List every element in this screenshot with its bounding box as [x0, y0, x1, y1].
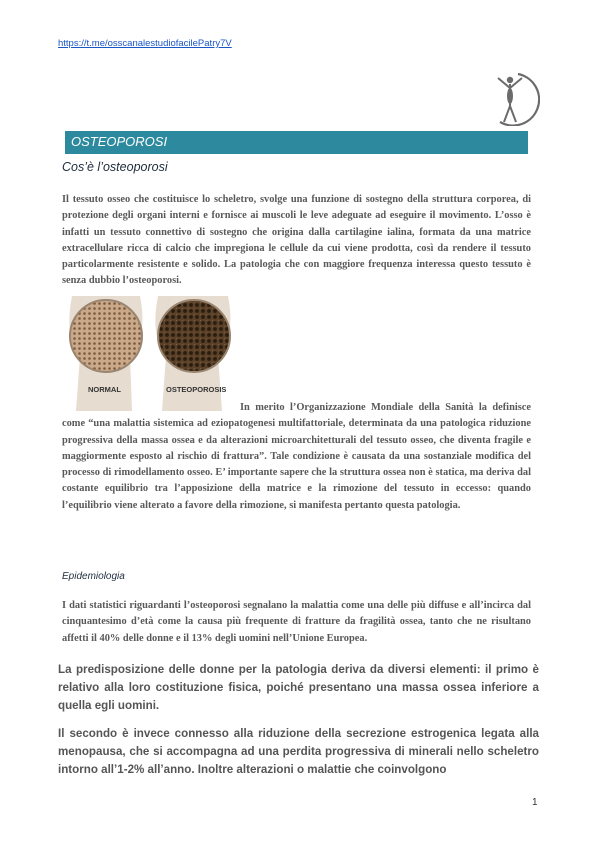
- telegram-link[interactable]: https://t.me/osscanalestudiofacilePatry7V: [58, 38, 232, 49]
- menopause-paragraph: Il secondo è invece connesso alla riduzione della secrezione estrogenica legata alla menopausa, che si accompagna ad una perdita progressiva di minerali nello scheletro intorno all’1-2% all’anno. Inoltre alterazioni o malattie che coinvolgono: [58, 727, 539, 777]
- banner-title: OSTEOPOROSI: [71, 134, 168, 149]
- section-heading-epidemiologia: Epidemiologia: [62, 571, 125, 582]
- anatomy-logo-icon: [480, 70, 540, 126]
- label-normal: NORMAL: [88, 385, 121, 394]
- bone-comparison-image: [62, 296, 238, 411]
- section-banner: [65, 131, 528, 154]
- intro-paragraph: Il tessuto osseo che costituisce lo scheletro, svolge una funzione di sostegno della struttura corporea, di protezione degli organi interni e fornisce ai muscoli le leve adeguate ad eseguire il movimento. L’osso è infatti un tessuto connettivo di sostegno che origina dalla cartilagine ialina, formata da una matrice extracellulare ricca di calcio che impregiona le cellule da cui viene prodotta, così da rendere il tessuto particolarmente resistente e solido. La patologia che con maggiore frequenza interessa questo tessuto è senza dubbio l’osteoporosi.: [62, 194, 531, 287]
- page-number: 1: [532, 797, 538, 808]
- epidemiology-paragraph: I dati statistici riguardanti l’osteoporosi segnalano la malattia come una delle più diffuse e all’incirca dal cinquantesimo d’età come la causa più frequente di fratture da fragilità ossea, tanto che ne risultano affetti il 40% delle donne e il 13% degli uomini nell’Unione Europea.: [62, 600, 531, 644]
- predisposition-paragraph: La predisposizione delle donne per la patologia deriva da diversi elementi: il primo è relativo alla loro costituzione fisica, poiché presentano una massa ossea inferiore a quella egli uomini.: [58, 663, 539, 713]
- definition-paragraph: [62, 400, 531, 514]
- label-osteoporosis: OSTEOPOROSIS: [166, 385, 227, 394]
- definition-text: In merito l’Organizzazione Mondiale della Sanità la definisce come “una malattia sistemica ad eziopatogenesi multifattoriale, determinata da una patologica riduzione progressiva della massa ossea e da alterazioni microarchitetturali del tessuto osseo, che diventa fragile e maggiormente esposto al rischio di frattura”. Tale condizione è causata da una sostanziale modifica del processo di rimodellamento osseo. E’ importante sapere che la struttura ossea non è statica, ma deriva dal costante equilibrio tra l’apposizione della matrice e la rimozione del tessuto in eccesso: quando l’equilibrio viene alterato a favore della rimozione, si manifesta pertanto questa patologia.: [62, 402, 531, 511]
- section-heading-cose-osteoporosi: Cos’è l’osteoporosi: [62, 160, 168, 174]
